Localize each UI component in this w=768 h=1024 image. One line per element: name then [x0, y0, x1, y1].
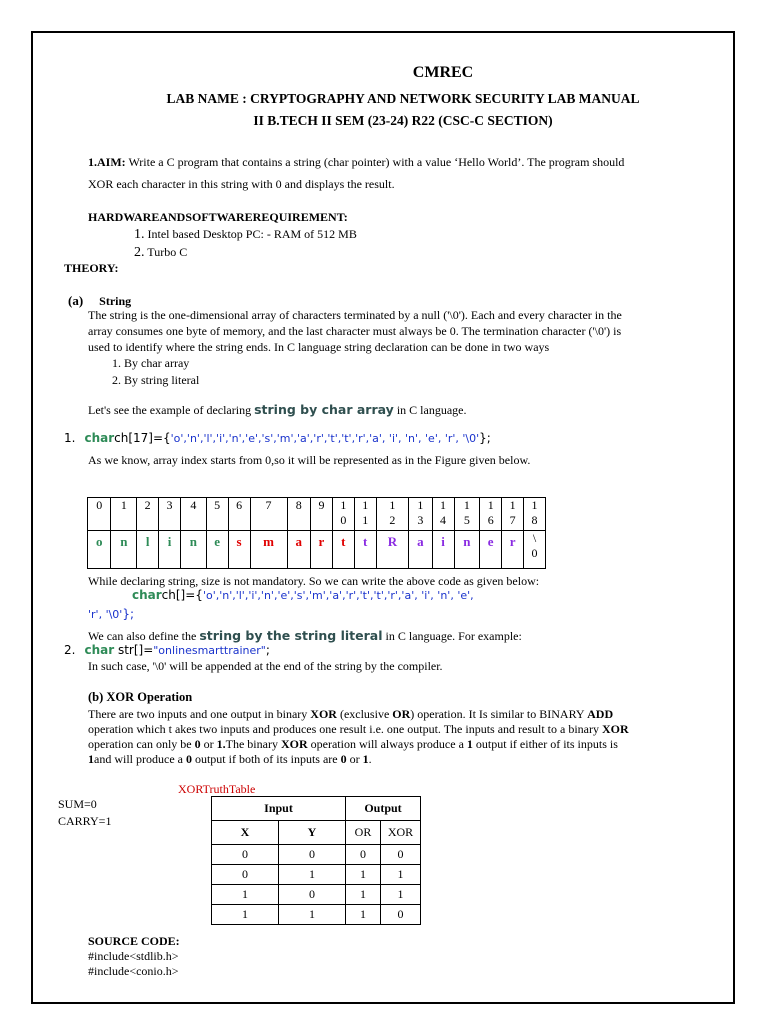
array-index-cell — [409, 498, 432, 531]
array-value-cell: e — [206, 531, 228, 569]
xor-paragraph-2: operation which t akes two inputs and produces one result i.e. one output. The inputs and result to a binary XOR — [88, 722, 629, 736]
code-line-2-cont: 'r', '\0'}; — [88, 607, 135, 621]
source-code-heading: SOURCE CODE: — [88, 934, 180, 948]
literal-note: In such case, '\0' will be appended at the end of the string by the compiler. — [88, 659, 443, 673]
col-xor-header: XOR — [381, 821, 421, 845]
string-paragraph-2: array consumes one byte of memory, and the last character must always be 0. The termination character ('\0') is — [88, 324, 622, 338]
array-index-digit: 1 — [389, 498, 396, 512]
table-row — [212, 885, 421, 905]
array-index-digit: 1 — [362, 498, 369, 512]
array-index-digit: 7 — [265, 498, 272, 512]
index-note: As we know, array index starts from 0,so it will be represented as in the Figure given below. — [88, 453, 531, 467]
array-index-cell — [88, 498, 111, 531]
array-value-cell: a — [409, 531, 432, 569]
array-value-cell: n — [454, 531, 480, 569]
array-index-digit: 6 — [236, 498, 243, 512]
array-index-digit: 0 — [340, 513, 347, 527]
col-x-header: X — [212, 821, 279, 845]
array-index-digit: 0 — [96, 498, 103, 512]
table-cell: 1 — [212, 885, 279, 905]
array-index-digit: 5 — [463, 513, 470, 527]
array-index-digit: 3 — [417, 513, 424, 527]
array-index-digit: 1 — [120, 498, 127, 512]
char-array-table — [87, 497, 546, 569]
course-info: II B.TECH II SEM (23-24) R22 (CSC-C SECTION) — [253, 113, 553, 128]
array-index-digit: 1 — [340, 498, 347, 512]
output-header: Output — [346, 797, 421, 821]
array-index-digit: 2 — [389, 513, 396, 527]
array-index-cell — [354, 498, 376, 531]
array-value-cell: i — [432, 531, 454, 569]
section-a-title: (a) String — [68, 293, 132, 308]
code-line-3: 2. char str[]="onlinesmarttrainer"; — [64, 643, 270, 657]
table-cell: 1 — [212, 905, 279, 925]
xor-paragraph-4: 1and will produce a 0 output if both of its inputs are 0 or 1. — [88, 752, 372, 766]
array-index-digit: 1 — [487, 498, 494, 512]
table-cell: 1 — [279, 865, 346, 885]
truth-table-caption: XORTruthTable — [178, 782, 256, 796]
array-index-digit: 8 — [295, 498, 302, 512]
table-cell: 1 — [346, 885, 381, 905]
aim-text-1: Write a C program that contains a string (char pointer) with a value ‘Hello World’. The program should — [125, 155, 625, 169]
array-index-digit: 7 — [509, 513, 516, 527]
array-index-digit: 6 — [487, 513, 494, 527]
size-note: While declaring string, size is not mandatory. So we can write the above code as given below: — [88, 574, 540, 588]
aim-text-2: XOR each character in this string with 0 and displays the result. — [88, 177, 395, 191]
way-item: 2. By string literal — [112, 373, 200, 387]
table-cell: 1 — [346, 905, 381, 925]
array-index-digit: 1 — [362, 513, 369, 527]
table-cell: 0 — [279, 845, 346, 865]
lab-name: LAB NAME : CRYPTOGRAPHY AND NETWORK SECURITY LAB MANUAL — [166, 91, 640, 106]
table-row — [212, 845, 421, 865]
way-item: 1. By char array — [112, 356, 190, 370]
source-line: #include<stdlib.h> — [88, 949, 179, 963]
array-value-cell: r — [311, 531, 333, 569]
array-value-cell: l — [137, 531, 159, 569]
table-row — [212, 865, 421, 885]
array-index-cell — [311, 498, 333, 531]
array-index-cell — [480, 498, 502, 531]
array-index-digit: 1 — [509, 498, 516, 512]
input-header: Input — [212, 797, 346, 821]
array-value-cell: e — [480, 531, 502, 569]
array-value-cell: o — [88, 531, 111, 569]
array-index-cell — [454, 498, 480, 531]
array-index-digit: 4 — [190, 498, 197, 512]
array-value-row — [88, 531, 546, 569]
institution-title: CMREC — [412, 64, 474, 81]
table-row — [212, 905, 421, 925]
carry-label: CARRY=1 — [58, 814, 112, 828]
array-value-cell: \ 0 — [524, 531, 546, 569]
code-line-2: charch[]={'o','n','l','i','n','e','s','m','a','r','t','t','r','a', 'i', 'n', 'e', — [132, 588, 474, 602]
requirements-heading: HARDWAREANDSOFTWAREREQUIREMENT: — [88, 210, 348, 224]
array-index-cell — [376, 498, 408, 531]
array-index-digit: 1 — [531, 498, 538, 512]
array-index-cell — [287, 498, 310, 531]
array-value-cell: r — [502, 531, 524, 569]
array-index-cell — [206, 498, 228, 531]
xor-truth-table — [211, 796, 421, 925]
code-line-1: 1. charch[17]={'o','n','l','i','n','e','s','m','a','r','t','t','r','a', 'i', 'n', 'e', 'r', '\0'}; — [64, 431, 491, 445]
table-cell: 1 — [381, 865, 421, 885]
array-index-cell — [502, 498, 524, 531]
table-cell: 0 — [381, 845, 421, 865]
col-y-header: Y — [279, 821, 346, 845]
table-cell: 1 — [381, 885, 421, 905]
col-or-header: OR — [346, 821, 381, 845]
array-index-digit: 4 — [440, 513, 447, 527]
sum-label: SUM=0 — [58, 797, 97, 811]
requirement-item: 1. Intel based Desktop PC: - RAM of 512 MB — [134, 227, 357, 242]
section-b-title: (b) XOR Operation — [88, 690, 193, 704]
string-paragraph-1: The string is the one-dimensional array of characters terminated by a null ('\0'). Each and every character in the — [88, 308, 622, 322]
array-index-cell — [159, 498, 181, 531]
array-index-digit: 1 — [463, 498, 470, 512]
literal-sentence: We can also define the string by the string literal in C language. For example: — [88, 628, 522, 643]
source-line: #include<conio.h> — [88, 964, 179, 978]
array-value-cell: m — [250, 531, 287, 569]
array-index-digit: 5 — [214, 498, 221, 512]
string-paragraph-3: used to identify where the string ends. In C language string declaration can be done in two ways — [88, 340, 550, 354]
array-index-row — [88, 498, 546, 531]
xor-paragraph-1: There are two inputs and one output in binary XOR (exclusive OR) operation. It Is similar to BINARY ADD — [88, 707, 614, 721]
table-cell: 0 — [212, 865, 279, 885]
array-value-cell: n — [111, 531, 137, 569]
array-value-cell: t — [332, 531, 354, 569]
array-value-cell: R — [376, 531, 408, 569]
array-index-digit: 9 — [318, 498, 325, 512]
array-index-digit: 3 — [166, 498, 173, 512]
array-index-digit: 1 — [440, 498, 447, 512]
aim-label: 1.AIM: — [88, 155, 126, 169]
array-value-cell: s — [228, 531, 250, 569]
example-sentence: Let's see the example of declaring string by char array in C language. — [88, 402, 467, 417]
array-index-cell — [228, 498, 250, 531]
array-index-cell — [524, 498, 546, 531]
aim-line-1 — [88, 155, 624, 170]
table-cell: 0 — [212, 845, 279, 865]
array-index-cell — [111, 498, 137, 531]
array-index-digit: 8 — [531, 513, 538, 527]
xor-paragraph-3: operation can only be 0 or 1.The binary XOR operation will always produce a 1 output if either of its inputs is — [88, 737, 618, 751]
table-cell: 1 — [346, 865, 381, 885]
array-index-cell — [250, 498, 287, 531]
array-index-cell — [180, 498, 206, 531]
table-cell: 1 — [279, 905, 346, 925]
table-cell: 0 — [346, 845, 381, 865]
requirement-item: 2. Turbo C — [134, 245, 188, 260]
array-index-cell — [332, 498, 354, 531]
array-index-digit: 2 — [144, 498, 151, 512]
array-index-digit: 1 — [417, 498, 424, 512]
theory-heading: THEORY: — [64, 261, 119, 275]
array-value-cell: t — [354, 531, 376, 569]
array-index-cell — [432, 498, 454, 531]
table-cell: 0 — [381, 905, 421, 925]
array-value-cell: n — [180, 531, 206, 569]
array-index-cell — [137, 498, 159, 531]
table-cell: 0 — [279, 885, 346, 905]
array-value-cell: a — [287, 531, 310, 569]
array-value-cell: i — [159, 531, 181, 569]
